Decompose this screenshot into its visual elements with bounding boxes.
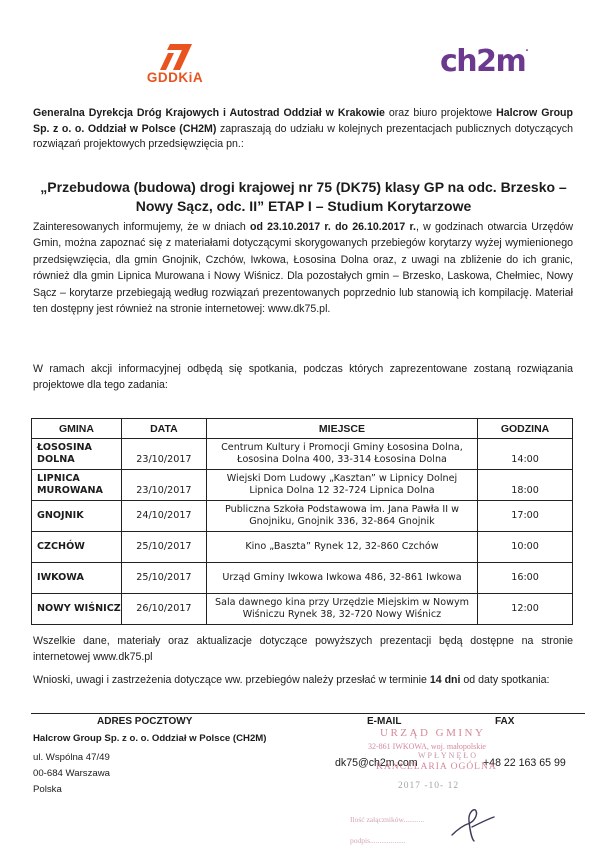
cell-data: 25/10/2017	[121, 563, 206, 594]
cell-data: 23/10/2017	[121, 470, 206, 501]
stamp-line-2: 32-861 IWKOWA, woj. małopolskie	[368, 742, 486, 751]
fax-header: FAX	[495, 716, 515, 727]
intro-org-name: Generalna Dyrekcja Dróg Krajowych i Autostrad Oddział w Krakowie	[33, 107, 385, 119]
cell-miejsce: Sala dawnego kina przy Urzędzie Miejskim w Nowym Wiśniczu Rynek 38, 32-720 Nowy Wiśnicz	[206, 594, 477, 625]
cell-miejsce: Urząd Gminy Iwkowa Iwkowa 486, 32-861 Iwkowa	[206, 563, 477, 594]
deadline-text-1: Wnioski, uwagi i zastrzeżenia dotyczące ww. przebiegów należy przesłać w terminie	[33, 674, 430, 686]
contact-email[interactable]: dk75@ch2m.com	[335, 757, 418, 769]
address-city: 00-684 Warszawa	[33, 768, 110, 779]
cell-gmina: CZCHÓW	[32, 532, 122, 563]
cell-gmina: NOWY WIŚNICZ	[32, 594, 122, 625]
stamp-attachments-label: Ilość załączników...........	[350, 815, 425, 824]
ch2m-logo: ch2m.	[440, 44, 529, 79]
handwritten-signature	[448, 805, 498, 845]
deadline-days: 14 dni	[429, 674, 461, 686]
cell-miejsce: Wiejski Dom Ludowy „Kasztan” w Lipnicy Dolnej Lipnica Dolna 12 32-724 Lipnica Dolna	[206, 470, 477, 501]
deadline-text-2: od daty spotkania:	[460, 674, 550, 686]
updates-paragraph: Wszelkie dane, materiały oraz aktualizacje dotyczące powyższych prezentacji będą dostępne na stronie internetowej www.dk75.pl	[33, 635, 573, 663]
cell-gmina: ŁOSOSINA DOLNA	[32, 439, 122, 470]
table-row	[32, 594, 573, 625]
header-godzina: GODZINA	[478, 419, 573, 439]
cell-miejsce: Centrum Kultury i Promocji Gminy Łososina Dolna, Łososina Dolna 400, 33-314 Łososina Dolna	[206, 439, 477, 470]
cell-godzina: 16:00	[478, 563, 573, 594]
email-header: E-MAIL	[367, 716, 402, 727]
meetings-table	[31, 418, 573, 625]
project-title: „Przebudowa (budowa) drogi krajowej nr 75 (DK75) klasy GP na odc. Brzesko – Nowy Sącz, odc. II” ETAP I – Studium Korytarzowe	[40, 179, 567, 214]
intro-text-2: zapraszają do udziału w kolejnych prezentacjach publicznych dotyczących rozwiązań projektowych przedsięwzięcia pn.:	[33, 122, 573, 151]
intro-paragraph	[33, 106, 573, 153]
stamp-line-4: KANCELARIA OGÓLNA	[376, 762, 497, 772]
cell-data: 25/10/2017	[121, 532, 206, 563]
intro-text-1: oraz biuro projektowe	[384, 107, 497, 119]
table-header-row	[32, 419, 573, 439]
gddkia-logo-text: GDDKiA	[146, 70, 204, 85]
cell-gmina: LIPNICA MUROWANA	[32, 470, 122, 501]
info-text-1: Zainteresowanych informujemy, że w dniach	[33, 221, 250, 233]
table-row	[32, 532, 573, 563]
cell-miejsce: Publiczna Szkoła Podstawowa im. Jana Pawła II w Gnojniku, Gnojnik 336, 32-864 Gnojnik	[206, 501, 477, 532]
info-dates: od 23.10.2017 r. do 26.10.2017 r.	[249, 221, 416, 233]
cell-gmina: IWKOWA	[32, 563, 122, 594]
cell-gmina: GNOJNIK	[32, 501, 122, 532]
cell-godzina: 14:00	[478, 439, 573, 470]
contact-fax: +48 22 163 65 99	[483, 757, 566, 769]
stamp-date: 2017 -10- 12	[398, 781, 460, 791]
header-gmina: GMINA	[32, 419, 122, 439]
info-text-2: , w godzinach otwarcia Urzędów Gmin, można zapoznać się z materiałami dotyczącymi skorygowanych przebiegów korytarzy wyżej wymienionego przedsięwzięcia, dla gmin Gnojnik, Czchów, Iwkowa, Łososina Dolna oraz, z uwagi na zbliżenie do ich granic, również dla gmin Lipnica Murowana i Nowy Wiśnicz. Dla pozostałych gmin – Brzesko, Laskowa, Chełmiec, Nowy Sącz – korytarze przebiegają według rozwiązań prezentowanych poprzednio lub stanowią ich kompilację. Materiał ten dostępny jest również na stronie internetowej: www.dk75.pl.	[33, 221, 574, 316]
header-miejsce: MIEJSCE	[206, 419, 477, 439]
cell-data: 23/10/2017	[121, 439, 206, 470]
stamp-line-1: URZĄD GMINY	[380, 727, 486, 739]
gddkia-logo	[132, 44, 218, 94]
meetings-paragraph: W ramach akcji informacyjnej odbędą się spotkania, podczas których zaprezentowane zostaną rozwiązania projektowe dla tego zadania:	[33, 363, 573, 391]
deadline-paragraph	[33, 673, 573, 689]
address-country: Polska	[33, 784, 62, 795]
info-paragraph	[33, 219, 573, 317]
header-data: DATA	[121, 419, 206, 439]
table-row	[32, 563, 573, 594]
table-row	[32, 439, 573, 470]
cell-data: 24/10/2017	[121, 501, 206, 532]
table-row	[32, 470, 573, 501]
cell-godzina: 10:00	[478, 532, 573, 563]
cell-godzina: 12:00	[478, 594, 573, 625]
ch2m-logo-text: ch2m	[440, 44, 526, 79]
stamp-signature-label: podpis...................	[350, 836, 406, 845]
address-header: ADRES POCZTOWY	[97, 716, 193, 727]
stamp-line-3: WPŁYNĘŁO	[418, 751, 478, 760]
address-street: ul. Wspólna 47/49	[33, 752, 110, 763]
contacts-divider	[31, 713, 585, 714]
cell-godzina: 18:00	[478, 470, 573, 501]
address-company: Halcrow Group Sp. z o. o. Oddział w Polsce (CH2M)	[33, 733, 267, 744]
cell-godzina: 17:00	[478, 501, 573, 532]
intro-company-name: Halcrow Group Sp. z o. o. Oddział w Polsce (CH2M)	[33, 107, 573, 135]
table-row	[32, 501, 573, 532]
gddkia-emblem-icon	[158, 44, 192, 70]
cell-data: 26/10/2017	[121, 594, 206, 625]
cell-miejsce: Kino „Baszta” Rynek 12, 32-860 Czchów	[206, 532, 477, 563]
